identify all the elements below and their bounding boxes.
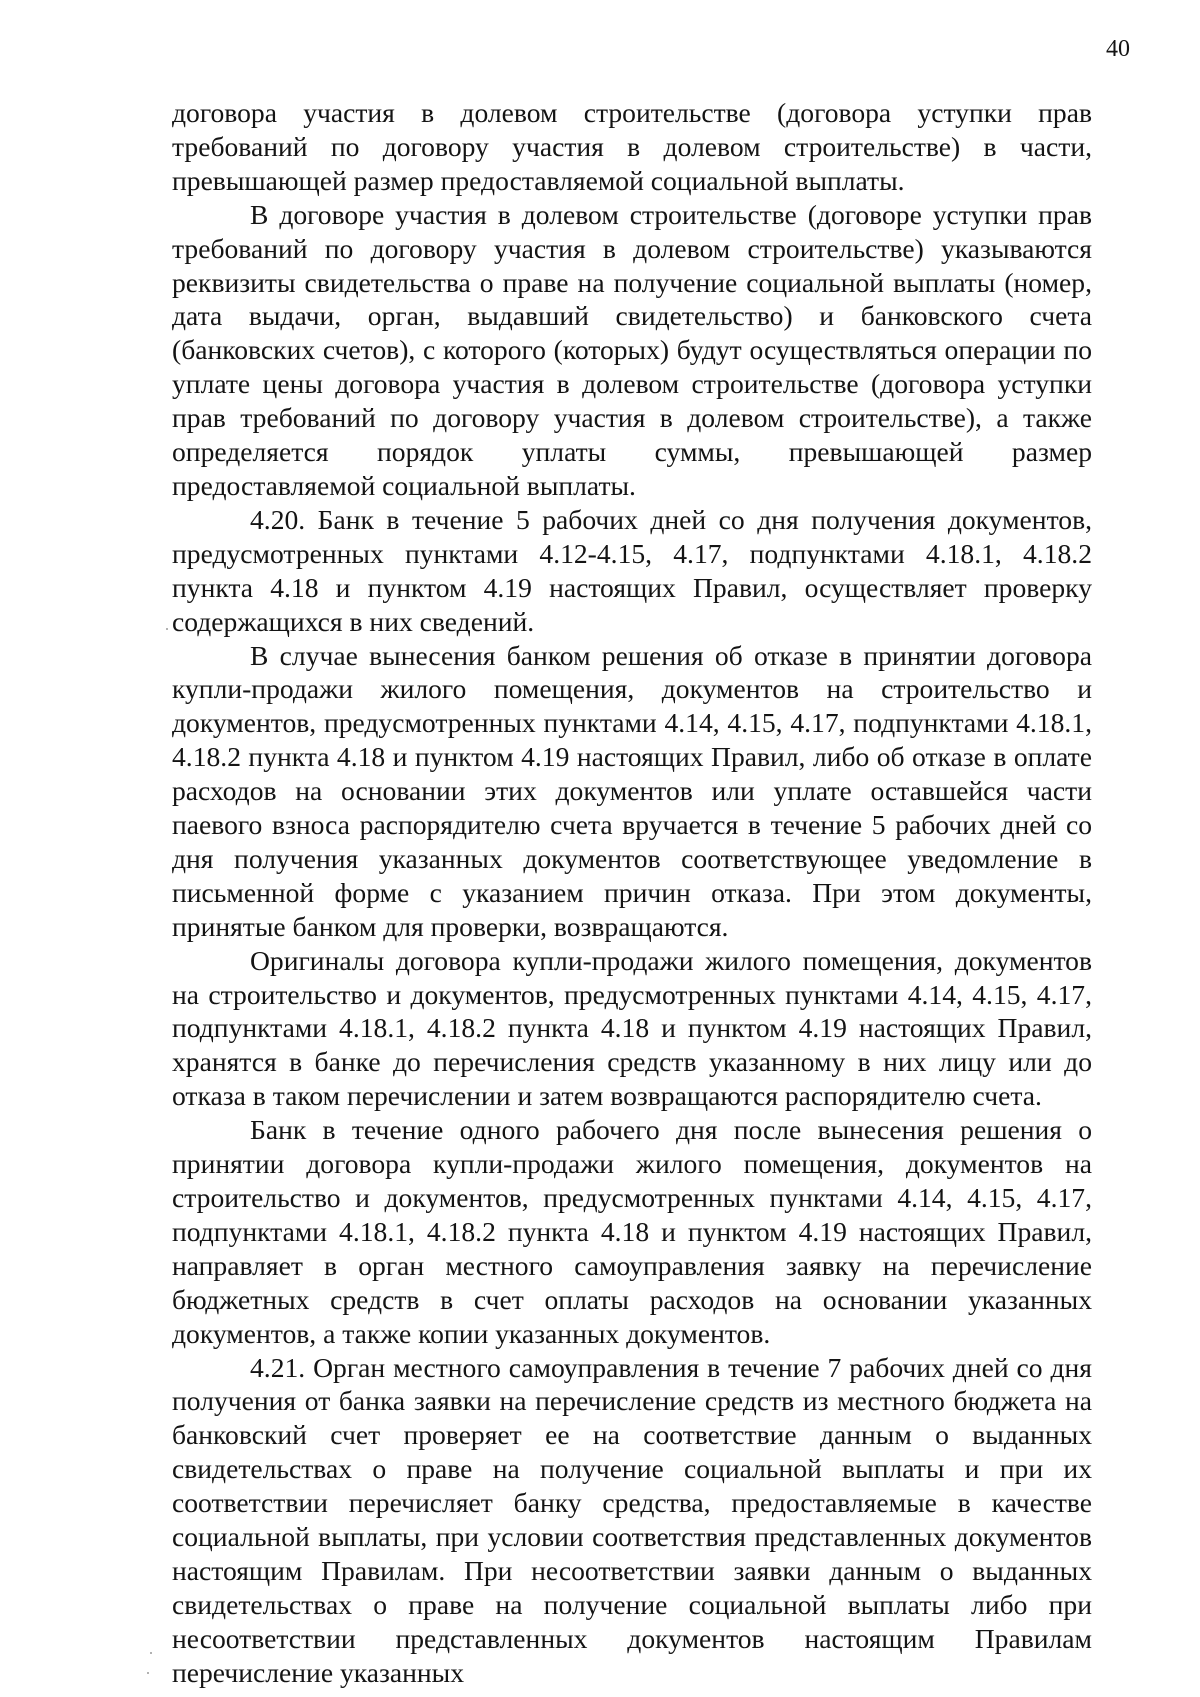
scan-speck xyxy=(147,1672,149,1674)
paragraph-4-21: 4.21. Орган местного самоуправления в течение 7 рабочих дней со дня получения от банка заявки на перечисление средств из местного бюджета на банковский счет проверяет ее на соответствие данным о выданных свидетельствах о праве на получение социальной выплаты и при их соответствии перечисляет банку средства, предоставляемые в качестве социальной выплаты, при условии соответствия представленных документов настоящим Правилам. При несоответствии заявки данным о выданных свидетельствах о праве на получение социальной выплаты либо при несоответствии представленных документов настоящим Правилам перечисление указанных xyxy=(172,1351,1092,1688)
paragraph-refusal: В случае вынесения банком решения об отказе в принятии договора купли-продажи жилого помещения, документов на строительство и документов, предусмотренных пунктами 4.14, 4.15, 4.17, подпунктами 4.18.1, 4.18.2 пункта 4.18 и пунктом 4.19 настоящих Правил, либо об отказе в оплате расходов на основании этих документов или уплате оставшейся части паевого взноса распорядителю счета вручается в течение 5 рабочих дней со дня получения указанных документов соответствующее уведомление в письменной форме с указанием причин отказа. При этом документы, принятые банком для проверки, возвращаются. xyxy=(172,639,1092,942)
scan-speck xyxy=(166,628,168,630)
document-body xyxy=(172,96,1092,1690)
paragraph-originals: Оригиналы договора купли-продажи жилого помещения, документов на строительство и документов, предусмотренных пунктами 4.14, 4.15, 4.17, подпунктами 4.18.1, 4.18.2 пункта 4.18 и пунктом 4.19 настоящих Правил, хранятся в банке до перечисления средств указанному в них лицу или до отказа в таком перечислении и затем возвращаются распорядителю счета. xyxy=(172,944,1092,1112)
paragraph-contract-requisites: В договоре участия в долевом строительстве (договоре уступки прав требований по договору участия в долевом строительстве) указываются реквизиты свидетельства о праве на получение социальной выплаты (номер, дата выдачи, орган, выдавший свидетельство) и банковского счета (банковских счетов), с которого (которых) будут осуществляться операции по уплате цены договора участия в долевом строительстве (договора уступки прав требований по договору участия в долевом строительстве), а также определяется порядок уплаты суммы, превышающей размер предоставляемой социальной выплаты. xyxy=(172,198,1092,501)
paragraph-bank-request: Банк в течение одного рабочего дня после вынесения решения о принятии договора купли-продажи жилого помещения, документов на строительство и документов, предусмотренных пунктами 4.14, 4.15, 4.17, подпунктами 4.18.1, 4.18.2 пункта 4.18 и пунктом 4.19 настоящих Правил, направляет в орган местного самоуправления заявку на перечисление бюджетных средств в счет оплаты расходов на основании указанных документов, а также копии указанных документов. xyxy=(172,1114,1092,1349)
paragraph-continuation: договора участия в долевом строительстве (договора уступки прав требований по договору участия в долевом строительстве) в части, превышающей размер предоставляемой социальной выплаты. xyxy=(172,97,1092,196)
scan-speck xyxy=(150,1652,152,1654)
page-number: 40 xyxy=(1106,36,1130,62)
paragraph-4-20: 4.20. Банк в течение 5 рабочих дней со дня получения документов, предусмотренных пунктами 4.12-4.15, 4.17, подпунктами 4.18.1, 4.18.2 пункта 4.18 и пунктом 4.19 настоящих Правил, осуществляет проверку содержащихся в них сведений. xyxy=(172,503,1092,637)
